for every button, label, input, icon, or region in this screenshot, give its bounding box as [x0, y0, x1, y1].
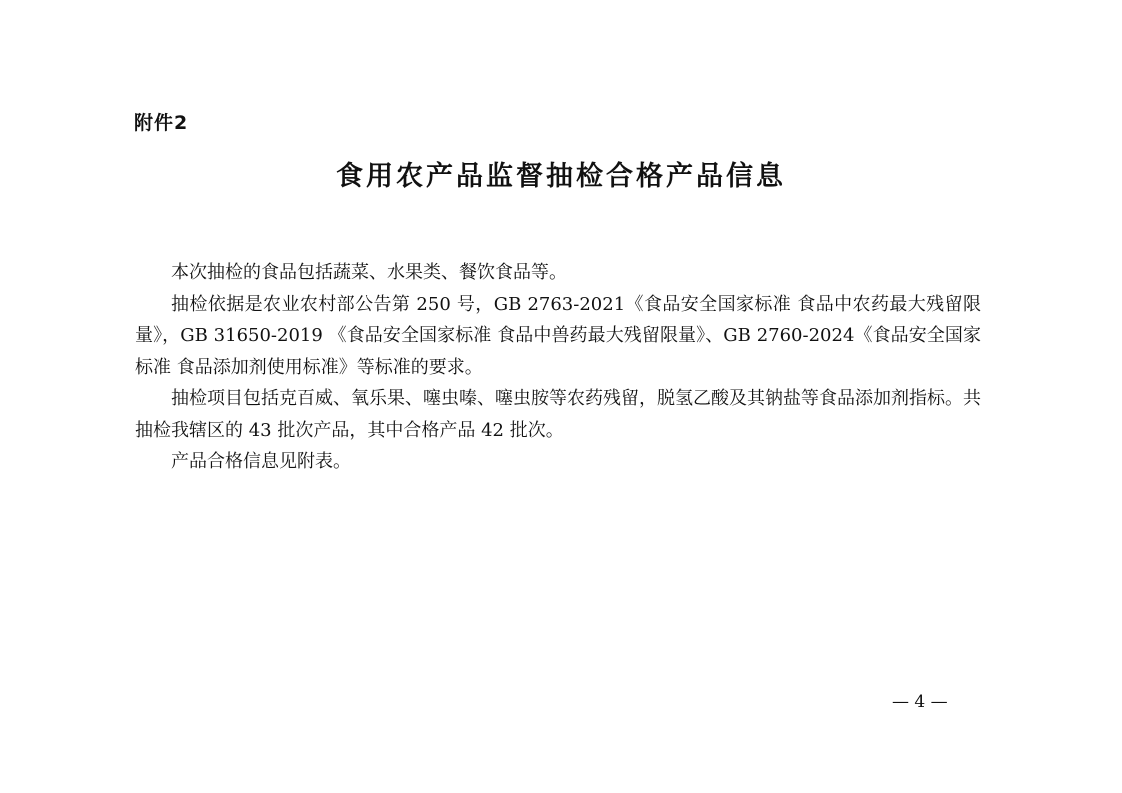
- paragraph-reference: 产品合格信息见附表。: [171, 451, 351, 472]
- page-number: — 4 —: [892, 692, 948, 712]
- body-text: [135, 257, 981, 478]
- paragraph-scope: 本次抽检的食品包括蔬菜、水果类、餐饮食品等。: [171, 262, 567, 283]
- paragraph-basis: 抽检依据是农业农村部公告第 250 号，GB 2763-2021《食品安全国家标准 食品中农药最大残留限量》，GB 31650-2019 《食品安全国家标准 食品中兽药最大残留限量》、GB 2760-2024《食品安全国家标准 食品添加剂使用标准》等标准的要求。: [135, 293, 981, 378]
- document-title: 食用农产品监督抽检合格产品信息: [336, 161, 786, 192]
- paragraph-items: 抽检项目包括克百威、氧乐果、噻虫嗪、噻虫胺等农药残留，脱氢乙酸及其钠盐等食品添加剂指标。共抽检我辖区的 43 批次产品，其中合格产品 42 批次。: [135, 388, 981, 441]
- attachment-label: 附件2: [134, 112, 189, 134]
